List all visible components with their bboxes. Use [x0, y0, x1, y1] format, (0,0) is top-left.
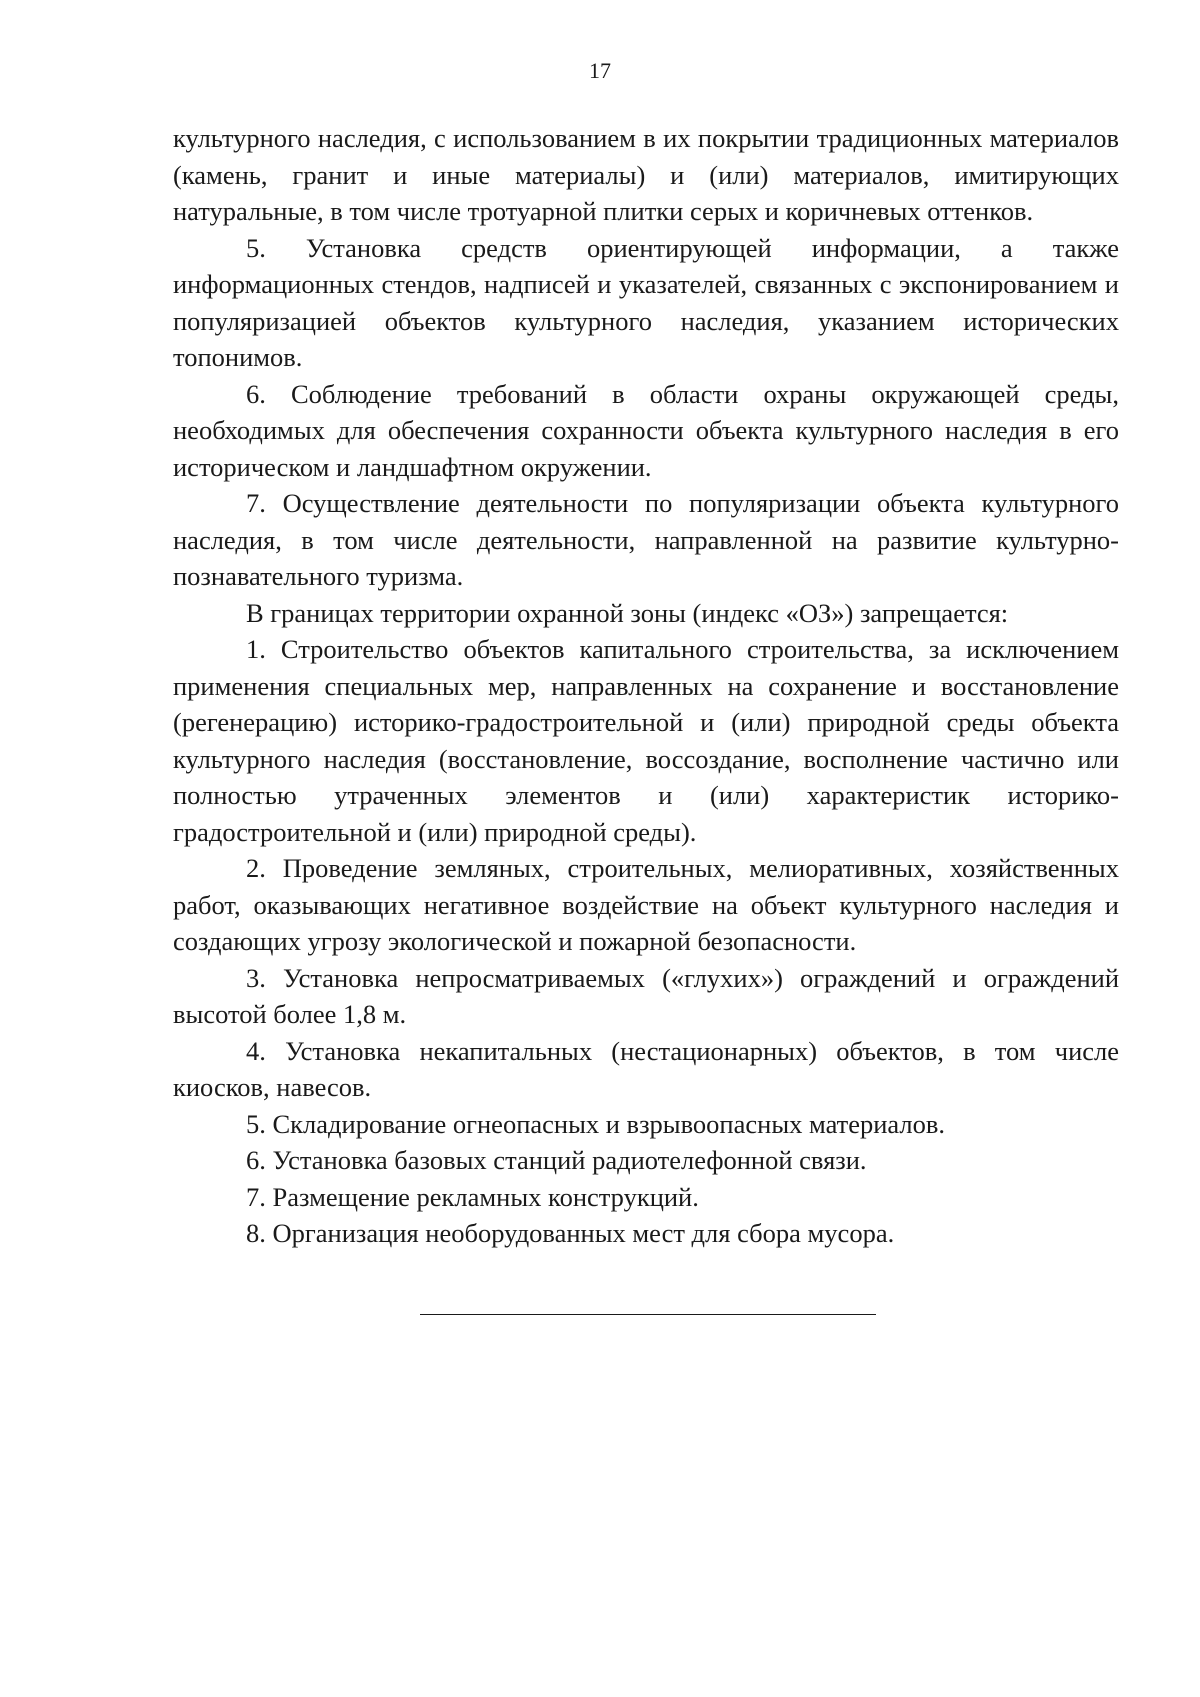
page-number: 17 [589, 58, 611, 83]
paragraph-prohibition-7: 7. Размещение рекламных конструкций. [246, 1181, 699, 1212]
paragraph-item-7-popularization: 7. Осуществление деятельности по популяризации объекта культурного наследия, в том числе деятельности, направленной на развитие культурно-познавательного туризма. [173, 488, 1119, 591]
paragraph-prohibitions-heading: В границах территории охранной зоны (индекс «ОЗ») запрещается: [246, 597, 1009, 628]
paragraph-prohibition-5: 5. Складирование огнеопасных и взрывоопасных материалов. [246, 1108, 946, 1139]
paragraph-item-5-orientation-info: 5. Установка средств ориентирующей информации, а также информационных стендов, надписей и указателей, связанных с экспонированием и популяризацией объектов культурного наследия, указанием исторических топонимов. [173, 232, 1119, 372]
paragraph-prohibition-1: 1. Строительство объектов капитального строительства, за исключением применения специальных мер, направленных на сохранение и восстановление (регенерацию) историко-градостроительной и (или) природной среды объекта культурного наследия (восстановление, воссоздание, восполнение частично или полностью утраченных элементов и (или) характеристик историко-градостроительной и (или) природной среды). [173, 634, 1119, 847]
document-body [173, 120, 1119, 1252]
paragraph-prohibition-6: 6. Установка базовых станций радиотелефонной связи. [246, 1145, 867, 1175]
paragraph-continuation: культурного наследия, с использованием в их покрытии традиционных материалов (камень, гранит и иные материалы) и (или) материалов, имитирующих натуральные, в том числе тротуарной плитки серых и коричневых оттенков. [173, 123, 1119, 226]
paragraph-prohibition-4: 4. Установка некапитальных (нестационарных) объектов, в том числе киосков, навесов. [173, 1035, 1119, 1102]
paragraph-item-6-environment: 6. Соблюдение требований в области охраны окружающей среды, необходимых для обеспечения сохранности объекта культурного наследия в его историческом и ландшафтном окружении. [173, 378, 1119, 482]
end-of-document-rule [420, 1314, 876, 1315]
paragraph-prohibition-3: 3. Установка непросматриваемых («глухих») ограждений и ограждений высотой более 1,8 м. [173, 962, 1119, 1029]
paragraph-prohibition-8: 8. Организация необорудованных мест для сбора мусора. [246, 1218, 895, 1248]
paragraph-prohibition-2: 2. Проведение земляных, строительных, мелиоративных, хозяйственных работ, оказывающих негативное воздействие на объект культурного наследия и создающих угрозу экологической и пожарной безопасности. [173, 853, 1119, 956]
